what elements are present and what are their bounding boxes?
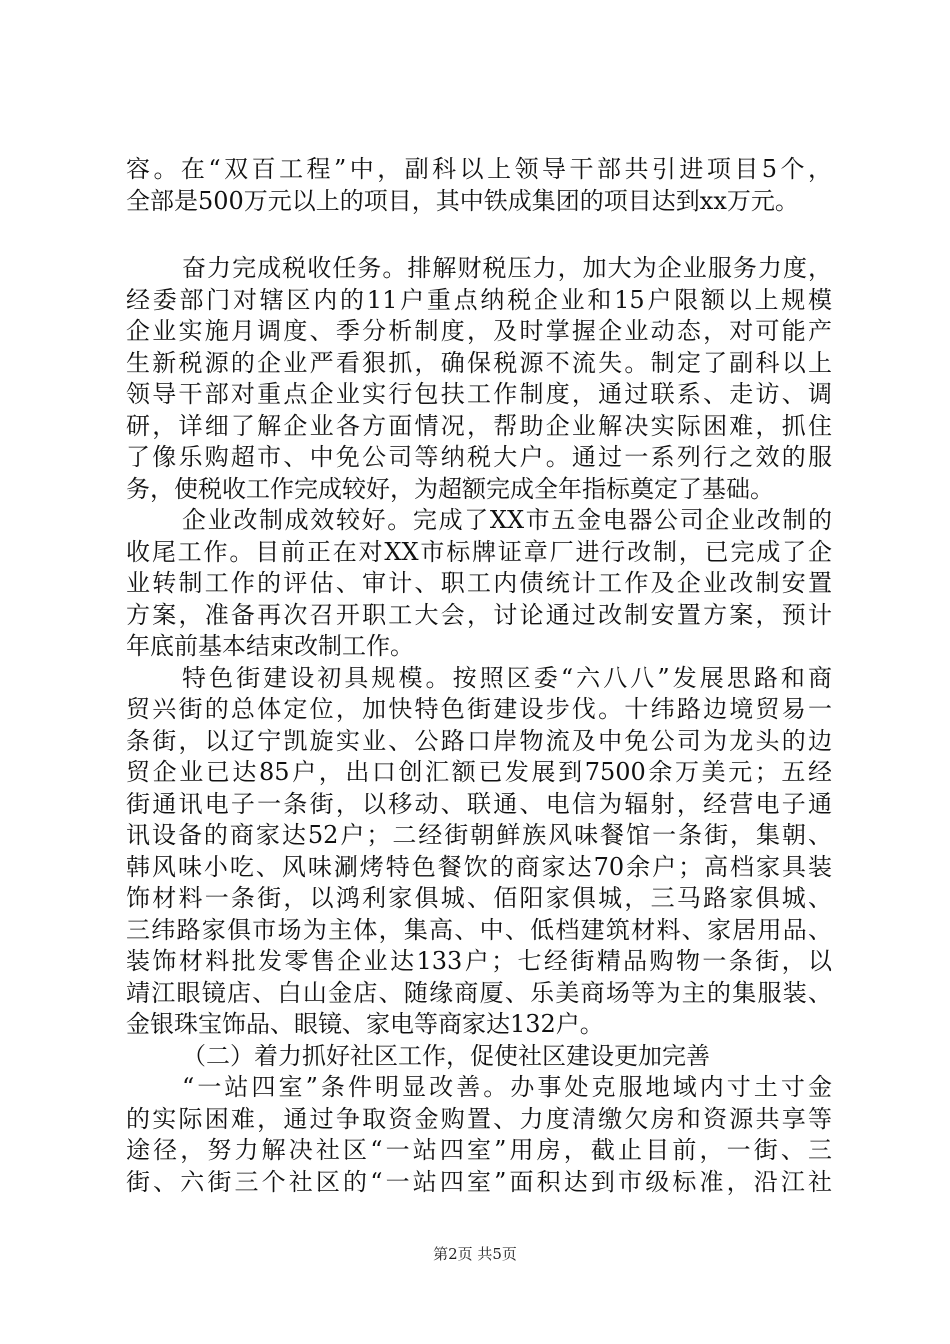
text-line: 贸企业已达85户，出口创汇额已发展到7500余万美元；五经 <box>126 758 832 786</box>
text-line: 街通讯电子一条街，以移动、联通、电信为辐射，经营电子通 <box>126 789 832 818</box>
text-line: 企业实施月调度、季分析制度，及时掌握企业动态，对可能产 <box>126 317 832 345</box>
text-line: 方案，准备再次召开职工大会，讨论通过改制安置方案，预计 <box>126 600 832 629</box>
document-body <box>126 154 832 1198</box>
text-line: 收尾工作。目前正在对XX市标牌证章厂进行改制，已完成了企 <box>126 537 832 566</box>
text-line: 业转制工作的评估、审计、职工内债统计工作及企业改制安置 <box>126 569 832 597</box>
text-line: 年底前基本结束改制工作。 <box>126 632 414 660</box>
text-line: 领导干部对重点企业实行包扶工作制度，通过联系、走访、调 <box>126 380 832 408</box>
text-line: 金银珠宝饰品、眼镜、家电等商家达132户。 <box>126 1010 604 1038</box>
paragraph <box>126 505 832 663</box>
paragraph <box>126 154 832 217</box>
text-line: 条街，以辽宁凯旋实业、公路口岸物流及中免公司为龙头的边 <box>126 726 832 755</box>
text-line: 饰材料一条街，以鸿利家俱城、佰阳家俱城，三马路家俱城、 <box>126 884 832 912</box>
text-line: 了像乐购超市、中免公司等纳税大户。通过一系列行之效的服 <box>126 443 832 471</box>
text-line: 韩风味小吃、风味涮烤特色餐饮的商家达70余户；高档家具装 <box>126 852 832 881</box>
paragraph <box>126 1041 832 1073</box>
text-line: 经委部门对辖区内的11户重点纳税企业和15户限额以上规模 <box>126 285 832 314</box>
paragraph <box>126 663 832 1041</box>
text-line: 讯设备的商家达52户；二经街朝鲜族风味餐馆一条街，集朝、 <box>126 821 832 849</box>
text-line: 靖江眼镜店、白山金店、随缘商厦、乐美商场等为主的集服装、 <box>126 978 832 1007</box>
text-line: 研，详细了解企业各方面情况，帮助企业解决实际困难，抓住 <box>126 411 832 440</box>
paragraph <box>126 1072 832 1198</box>
text-line: “一站四室”条件明显改善。办事处克服地域内寸土寸金 <box>182 1073 832 1101</box>
text-line: 装饰材料批发零售企业达133户；七经街精品购物一条街，以 <box>126 947 832 975</box>
text-line: 街、六街三个社区的“一站四室”面积达到市级标准，沿江社 <box>126 1167 832 1196</box>
text-line: 容。在“双百工程”中，副科以上领导干部共引进项目5个， <box>126 155 832 183</box>
text-line: 企业改制成效较好。完成了XX市五金电器公司企业改制的 <box>182 506 832 534</box>
text-line: 全部是500万元以上的项目，其中铁成集团的项目达到xx万元。 <box>126 186 799 215</box>
text-line: 的实际困难，通过争取资金购置、力度清缴欠房和资源共享等 <box>126 1104 832 1133</box>
page-footer: 第2页 共5页 <box>433 1245 517 1263</box>
paragraph-gap <box>126 217 832 253</box>
text-line: 途径，努力解决社区“一站四室”用房，截止目前，一街、三 <box>126 1136 832 1164</box>
text-line: 特色街建设初具规模。按照区委“六八八”发展思路和商 <box>182 663 832 692</box>
text-line: 奋力完成税收任务。排解财税压力，加大为企业服务力度， <box>182 254 832 282</box>
paragraph <box>126 253 832 505</box>
text-line: 生新税源的企业严看狠抓，确保税源不流失。制定了副科以上 <box>126 348 832 377</box>
text-line: 三纬路家俱市场为主体，集高、中、低档建筑材料、家居用品、 <box>126 915 832 944</box>
text-line: 务，使税收工作完成较好，为超额完成全年指标奠定了基础。 <box>126 474 774 503</box>
text-line: （二）着力抓好社区工作，促使社区建设更加完善 <box>182 1041 710 1070</box>
text-line: 贸兴街的总体定位，加快特色街建设步伐。十纬路边境贸易一 <box>126 695 832 723</box>
